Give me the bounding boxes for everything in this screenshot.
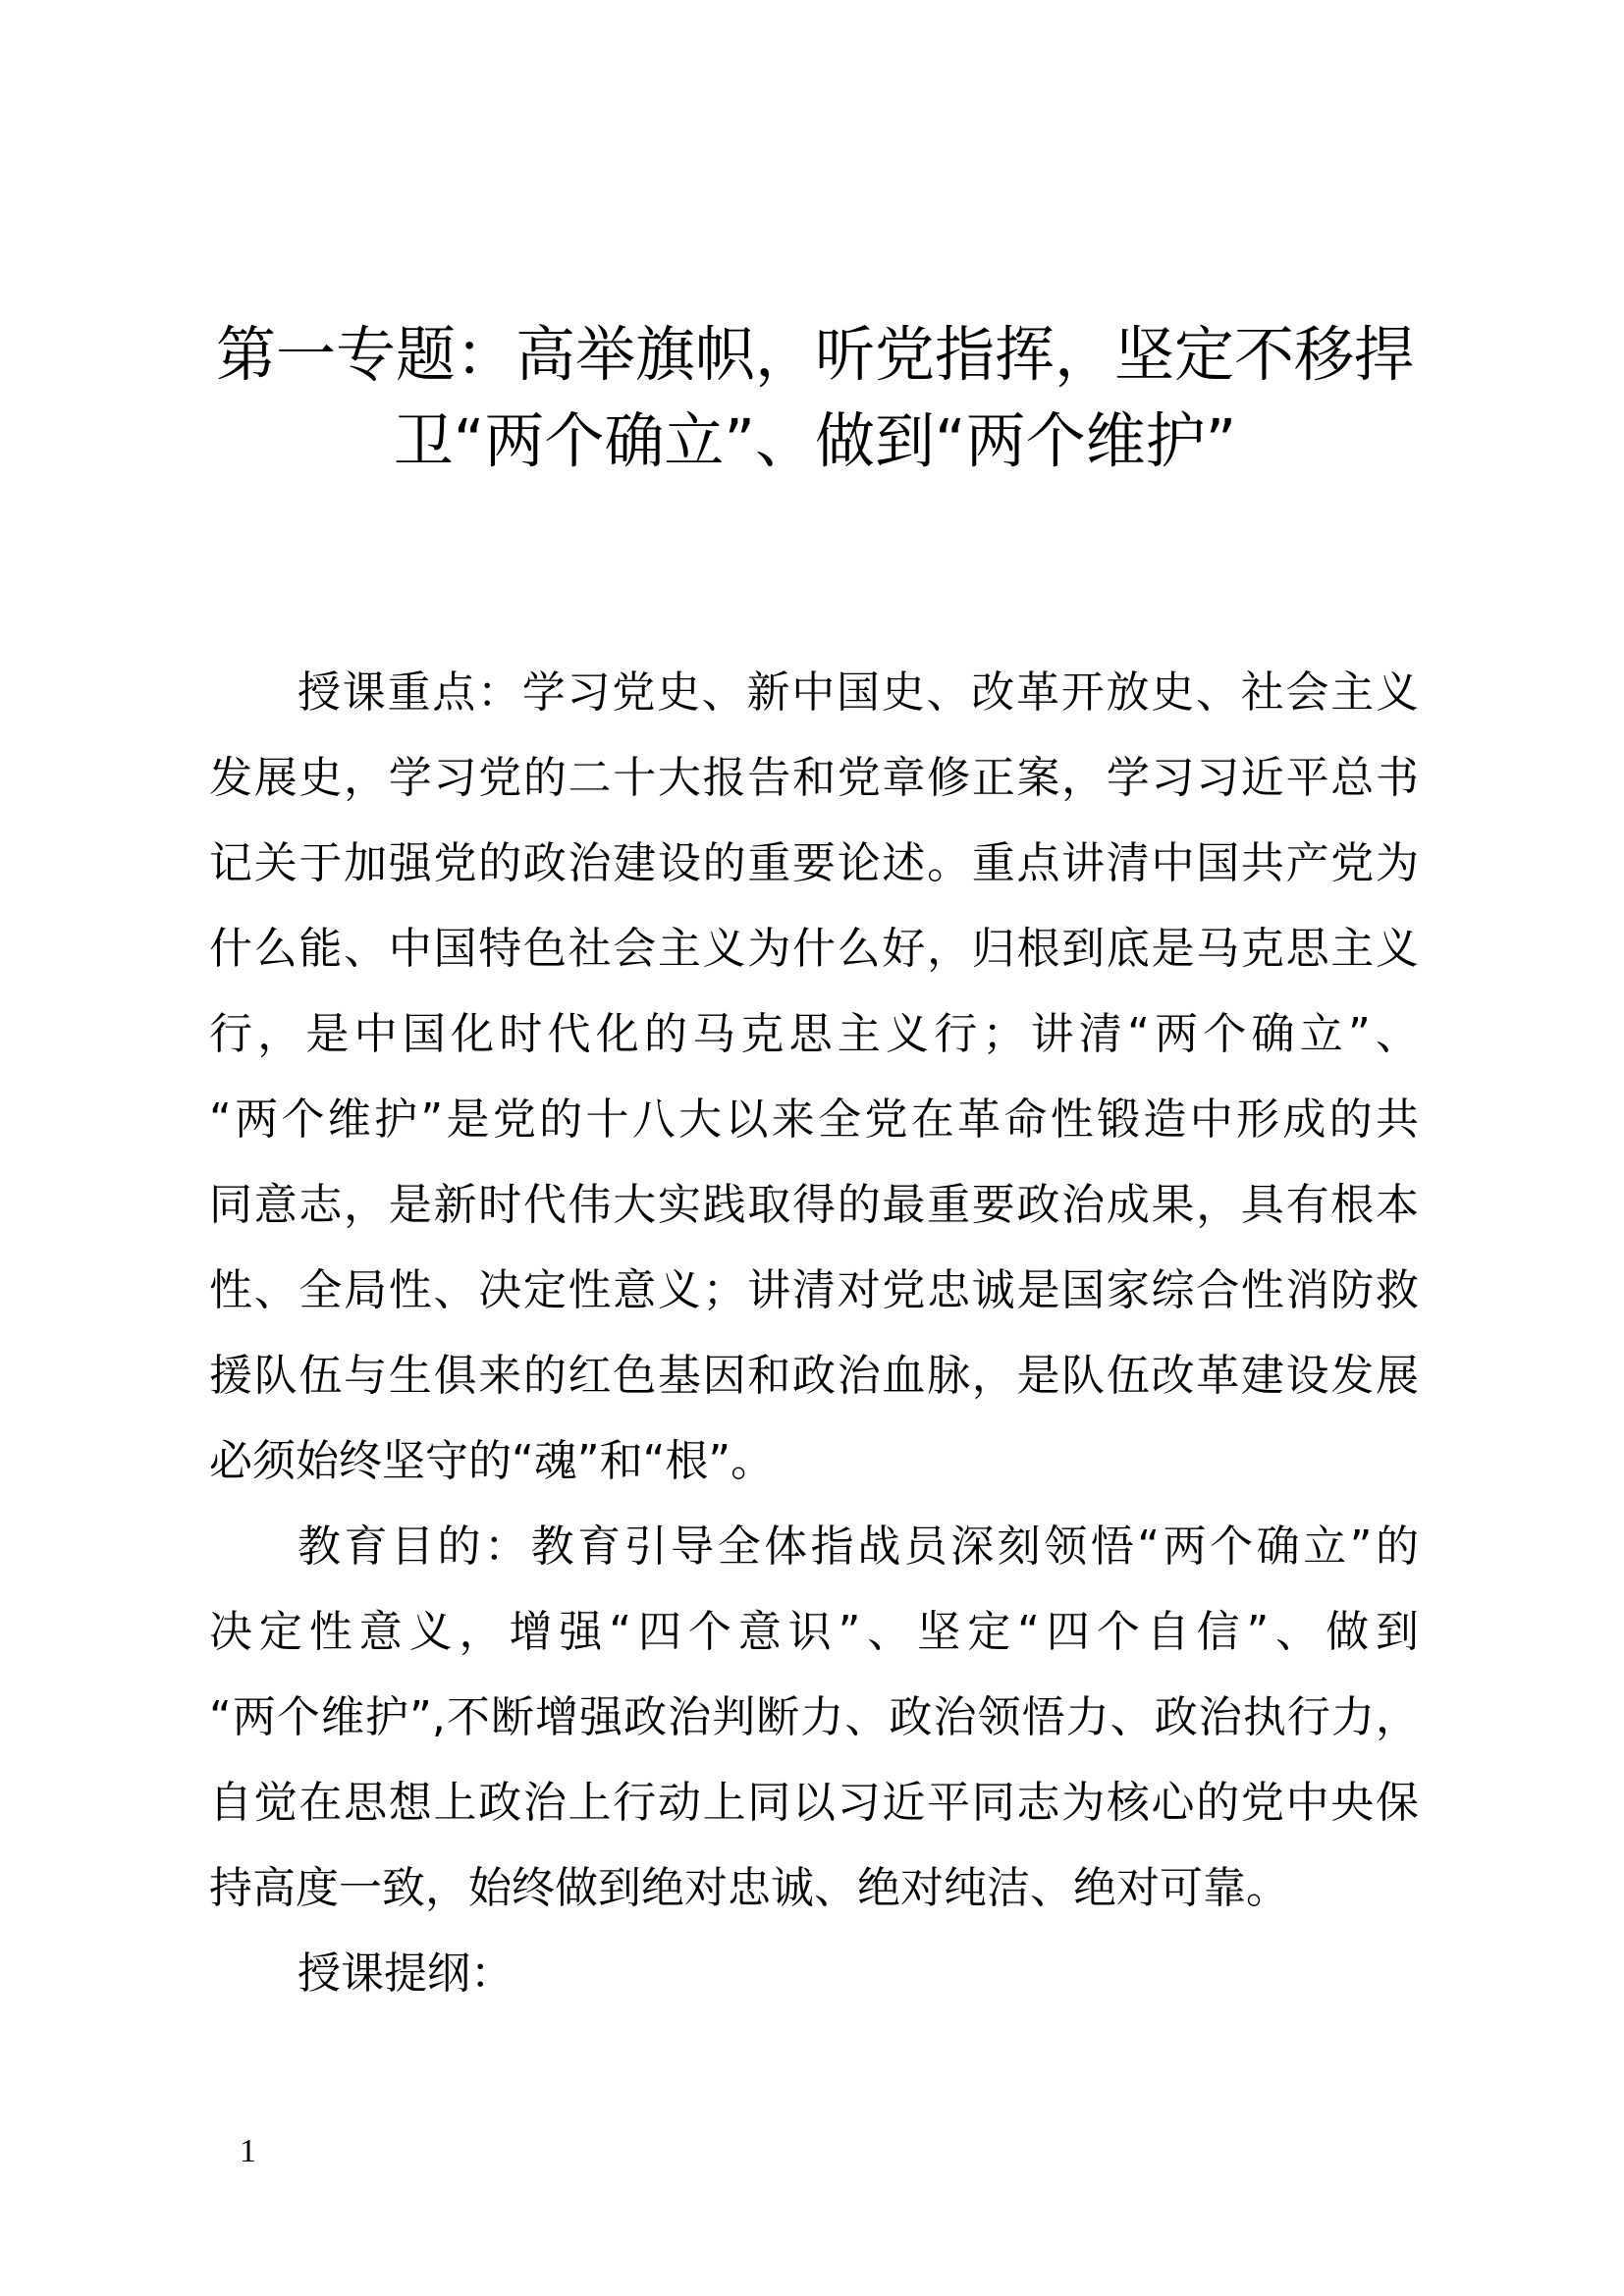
text-line: 发展史，学习党的二十大报告和党章修正案，学习习近平总书 bbox=[209, 753, 1419, 803]
page-number: 1 bbox=[240, 2133, 256, 2169]
text-line: 援队伍与生俱来的红色基因和政治血脉，是队伍改革建设发展 bbox=[209, 1351, 1419, 1401]
text-line: “两个维护”是党的十八大以来全党在革命性锻造中形成的共 bbox=[209, 1095, 1419, 1145]
text-line: 什么能、中国特色社会主义为什么好，归根到底是马克思主义 bbox=[209, 924, 1419, 974]
paragraph-education-goal bbox=[209, 1504, 1419, 1931]
text-line: 教育目的：教育引导全体指战员深刻领悟“两个确立”的 bbox=[298, 1522, 1419, 1572]
title-line: 卫“两个确立”、做到“两个维护” bbox=[393, 406, 1237, 476]
text-line: “两个维护”,不断增强政治判断力、政治领悟力、政治执行力， bbox=[209, 1692, 1419, 1742]
text-line: 行，是中国化时代化的马克思主义行；讲清“两个确立”、 bbox=[209, 1009, 1419, 1059]
text-line: 持高度一致，始终做到绝对忠诚、绝对纯洁、绝对可靠。 bbox=[209, 1863, 1289, 1913]
text-line: 记关于加强党的政治建设的重要论述。重点讲清中国共产党为 bbox=[209, 838, 1419, 888]
text-line: 同意志，是新时代伟大实践取得的最重要政治成果，具有根本 bbox=[209, 1180, 1419, 1230]
text-line: 必须始终坚守的“魂”和“根”。 bbox=[209, 1436, 775, 1486]
title-line: 第一专题：高举旗帜，听党指挥，坚定不移捍 bbox=[215, 320, 1414, 390]
text-line: 自觉在思想上政治上行动上同以习近平同志为核心的党中央保 bbox=[209, 1778, 1419, 1828]
document-body bbox=[209, 650, 1419, 2016]
paragraph-key-points bbox=[209, 650, 1419, 1504]
text-line: 决定性意义，增强“四个意识”、坚定“四个自信”、做到 bbox=[209, 1607, 1419, 1657]
document-title bbox=[201, 312, 1429, 485]
paragraph-outline bbox=[209, 1931, 1419, 2016]
outline-heading: 授课提纲： bbox=[298, 1949, 514, 1999]
text-line: 性、全局性、决定性意义；讲清对党忠诚是国家综合性消防救 bbox=[209, 1265, 1419, 1315]
text-line: 授课重点：学习党史、新中国史、改革开放史、社会主义 bbox=[298, 667, 1419, 718]
